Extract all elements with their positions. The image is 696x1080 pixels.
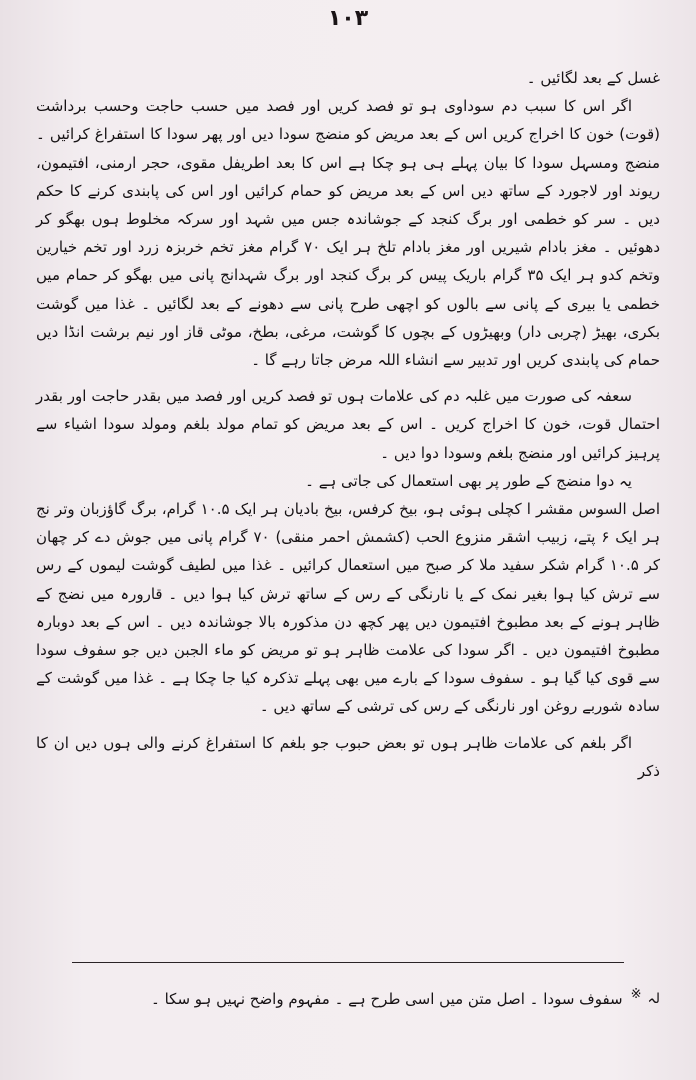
paragraph-safa-treatment: سعفہ کی صورت میں غلبہ دم کی علامات ہوں تو فصد کریں اور فصد میں بقدر حاجت اور بقدر احتمال قوت، خون کا اخراج کریں ۔ اس کے بعد مریض کو تمام مولد بلغم ومولد سودا اشیاء سے پرہیز کرائیں اور منضج بلغم وسودا دوا دیں ۔ xyxy=(36,387,660,462)
footnote-text: سفوف سودا ۔ اصل متن میں اسی طرح ہے ۔ مفہوم واضح نہیں ہو سکا ۔ xyxy=(151,990,623,1008)
paragraph-mundij-note: یہ دوا منضج کے طور پر بھی استعمال کی جاتی ہے ۔ xyxy=(305,471,632,490)
paragraph-sauda-treatment: اگر اس کا سبب دم سوداوی ہو تو فصد کریں اور فصد میں حسب حاجت وحسب برداشت (قوت) خون کا اخراج کریں اس کے بعد مریض کو منضج سودا دیں اور پھر سودا کا استفراغ کرائیں ۔ منضج ومسہل سودا کا بیان پہلے ہی ہو چکا ہے اس کا بعد اطریفل مقوی، حجر ارمنی، افتیمون، ریوند اور لاجورد کے ساتھ دیں اس کے بعد مریض کو حمام کرائیں اور اس کی پابندی کرنے کا حکم دیں ۔ سر کو خطمی اور برگ کنجد کے جوشاندہ جس میں شہد اور سرکہ مخلوط ہوں بھگو کر دھوئیں ۔ مغز بادام شیریں اور مغز بادام تلخ ہر ایک ۷۰ گرام مغز تخم خربزہ زرد اور تخم خیارین وتخم کدو ہر ایک ۳۵ گرام باریک پیس کر برگ کنجد اور برگ شہدانج پانی میں بھگو کر حمام میں خطمی یا بیری کے پانی سے بالوں کو اچھی طرح پانی سے دھونے کے بعد لگائیں ۔ غذا میں گوشت بکری، بھیڑ (چربی دار) وبھیڑوں کے بچوں کا گوشت، مرغی، بطخ، موٹی قاز اور نیم برشت انڈا دیں حمام کی پابندی کریں اور تدبیر سے انشاء اللہ مرض جاتا رہے گا ۔ xyxy=(36,97,661,370)
paragraph-recipe: اصل السوس مقشر ا کچلی ہوئی ہو، بیخ کرفس، بیخ بادیان ہر ایک ۱۰.۵ گرام، برگ گاؤزبان وتر نج ہر ایک ۶ پتے، زبیب اشقر منزوع الحب (کشمش احمر منقی) ۷۰ گرام پانی میں جوش دے کر چھان کر ۱۰.۵ گرام شکر سفید ملا کر صبح میں استعمال کرائیں ۔ غذا میں لطیف گوشت لیموں کے رس سے ترش کیا ہوا بغیر نمک کے یا نارنگی کے رس کے ساتھ ترش کیا ہوا دیں ۔ قارورہ میں نضج کے ظاہر ہونے کے بعد مطبوخ افتیمون دیں پھر کچھ دن مذکورہ بالا جوشاندہ دیں ۔ اس کے بعد دوبارہ مطبوخ افتیمون دیں ۔ اگر سودا کی علامت ظاہر ہو تو مریض کو ماء الجبن دیں جو سفوف سودا سے قوی کیا گیا ہو ۔ سفوف سودا کے بارے میں بھی پہلے تذکرہ کیا جا چکا ہے ۔ غذا میں گوشت کے سادہ شوربے روغن اور نارنگی کے رس کی ترشی کے ساتھ دیں ۔ xyxy=(36,500,661,716)
footnote-marker: لہ xyxy=(647,991,660,1007)
footnote-divider xyxy=(72,962,624,963)
paragraph-washing-instruction: غسل کے بعد لگائیں ۔ xyxy=(526,69,660,87)
footnote-star-icon: ※ xyxy=(630,987,642,1002)
paragraph-balgham-signs: اگر بلغم کی علامات ظاہر ہوں تو بعض حبوب جو بلغم کا استفراغ کرنے والی ہوں دیں ان کا ذکر xyxy=(36,733,660,780)
page-number: ١٠٣ xyxy=(327,6,369,31)
footnote xyxy=(36,984,660,1014)
body-text xyxy=(36,64,660,785)
